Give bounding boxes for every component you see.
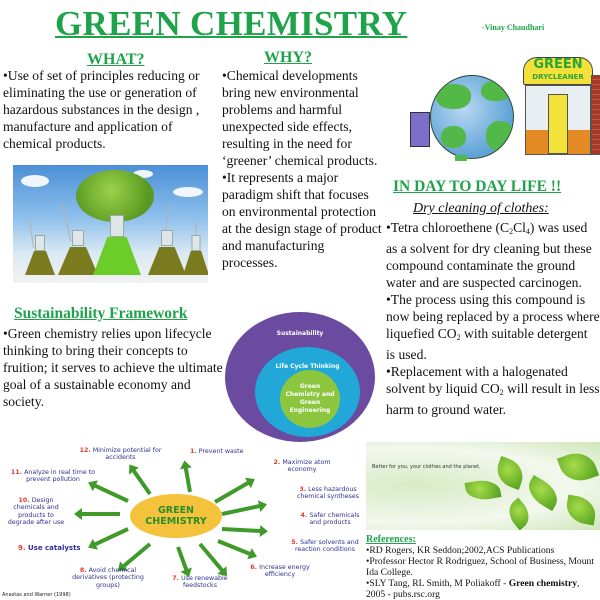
day-to-day-text xyxy=(386,219,600,418)
sustainability-ellipse: Sustainability xyxy=(225,312,375,442)
flask-icon xyxy=(93,215,141,275)
principle-12: 12. Minimize potential for accidents xyxy=(79,447,162,462)
dtd-point-1: •Tetra chloroethene $(C_2Cl_4)$ was used as a solvent for dry cleaning but these compound contaminate the ground water and are suspected carcinogen. xyxy=(386,220,592,290)
flasks-with-trees-image xyxy=(13,165,208,283)
sustainability-heading: Sustainability Framework xyxy=(14,305,188,322)
dtd-point-2: •The process using this compound is now being replaced by a process where liquefied $CO_2$ with suitable detergent is used. xyxy=(386,292,600,362)
dtd-point-3: •Replacement with a halogenated solvent by liquid $CO_2$ will result in less harm to ground water. xyxy=(386,364,600,417)
green-leaves-image xyxy=(366,442,600,530)
page-title: GREEN CHEMISTRY xyxy=(55,4,408,43)
references xyxy=(366,534,600,600)
arrow-icon xyxy=(80,512,120,516)
principle-2: 2. Maximize atom economy xyxy=(273,459,331,474)
why-point-1: •Chemical developments bring new environmental problems and harmful unexpected side effects, resulting in the need for ‘greener’ chemical products. xyxy=(222,68,378,168)
arrow-icon xyxy=(121,542,151,568)
principle-1: 1. Prevent waste xyxy=(190,448,244,455)
reference-1: •RD Rogers, KR Seddon;2002,ACS Publications xyxy=(366,545,555,556)
leaves-tagline: Better for you, your clothes and the planet. xyxy=(372,464,481,470)
leaf-icon xyxy=(564,495,598,526)
flask-icon xyxy=(58,230,98,275)
green-chemistry-oval: GREEN CHEMISTRY xyxy=(130,494,222,538)
reference-3: •SLY Tang, RL Smith, M Poliakoff - Green chemistry, 2005 - pubs.rsc.org xyxy=(366,578,580,600)
principle-4: 4. Safer chemicals and products xyxy=(300,512,360,527)
arrow-icon xyxy=(198,543,224,573)
principle-7: 7. Use renewable feedstocks xyxy=(172,575,228,590)
shop-sign-green: GREEN xyxy=(533,57,583,72)
day-to-day-heading: IN DAY TO DAY LIFE !! xyxy=(393,178,562,195)
sustainability-diagram xyxy=(225,312,377,442)
leaf-icon xyxy=(465,477,502,503)
reference-2: •Professor Hector R Rodriguez, School of Business, Mount Ida College. xyxy=(366,556,594,578)
arrow-icon xyxy=(184,466,192,492)
arrow-icon xyxy=(176,546,189,572)
what-heading: WHAT? xyxy=(87,51,145,68)
why-text xyxy=(222,67,382,271)
flask-icon xyxy=(148,230,186,275)
arrow-icon xyxy=(131,468,151,495)
clothes-icon xyxy=(410,112,430,147)
principle-3: 3. Less hazardous chemical syntheses xyxy=(296,486,360,501)
leaf-icon xyxy=(557,447,599,487)
green-chem-ellipse: Green Chemistry and Green Engineering xyxy=(280,370,340,428)
why-heading: WHY? xyxy=(264,49,312,66)
arrow-icon xyxy=(222,504,262,516)
principle-9: 9. Use catalysts xyxy=(18,544,81,552)
shop-sign-drycleaner: DRYCLEANER xyxy=(532,73,584,81)
leaf-icon xyxy=(503,498,535,530)
why-point-2: •It represents a major paradigm shift that focuses on environmental protection at the design stage of product and manufacturing processes. xyxy=(222,170,382,270)
principle-10: 10. Design chemicals and products to degrade after use xyxy=(7,497,65,526)
diagram-credit: Anastas and Warner (1998) xyxy=(2,592,71,598)
references-heading: References: xyxy=(366,534,416,545)
flask-icon xyxy=(183,235,208,275)
dry-cleaning-subheading: Dry cleaning of clothes: xyxy=(413,201,549,216)
flask-icon xyxy=(25,235,55,275)
arrow-icon xyxy=(217,539,252,556)
arrow-icon xyxy=(93,483,129,503)
globe-icon xyxy=(430,75,514,159)
sustainability-text: •Green chemistry relies upon lifecycle thinking to bring their concepts to fruition; it serves to achieve the ultimate goal of a sustainable economy and society. xyxy=(3,326,223,409)
arrow-icon xyxy=(214,480,251,503)
earth-drycleaner-cartoon xyxy=(395,47,600,159)
life-cycle-ellipse: Life Cycle Thinking xyxy=(255,347,360,437)
arrow-icon xyxy=(222,527,262,533)
author-credit: -Vinay Chaudhari xyxy=(482,23,545,32)
drycleaner-shop-icon xyxy=(523,57,598,157)
principle-5: 5. Safer solvents and reaction conditions xyxy=(291,539,359,554)
what-text: •Use of set of principles reducing or eliminating the use or generation of hazardous substances in the design , manufacture and application of chemical products. xyxy=(3,68,200,151)
principle-6: 6. Increase energy efficiency xyxy=(250,564,310,579)
twelve-principles-diagram xyxy=(0,442,366,600)
principle-8: 8. Avoid chemical derivatives (protecting groups) xyxy=(72,567,144,589)
arrow-icon xyxy=(93,527,129,547)
leaf-icon xyxy=(523,475,563,511)
principle-11: 11. Analyze in real time to prevent pollution xyxy=(10,469,96,484)
